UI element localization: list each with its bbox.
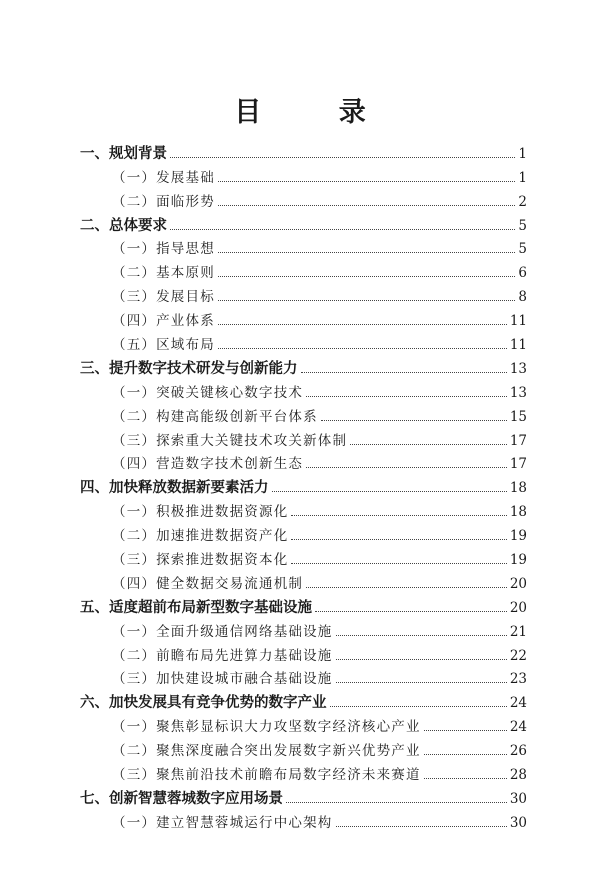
- toc-entry-label: （二）加速推进数据资产化: [112, 528, 289, 545]
- toc-section-entry[interactable]: [80, 329, 527, 353]
- toc-dot-leader: [424, 754, 507, 755]
- toc-page-number: 20: [509, 575, 527, 592]
- toc-section-entry[interactable]: [80, 425, 527, 449]
- toc-chapter-entry[interactable]: [80, 353, 527, 377]
- toc-entry-label: 六、加快发展具有竞争优势的数字产业: [80, 695, 327, 712]
- toc-entry-label: （二）基本原则: [112, 265, 215, 282]
- toc-entry-label: （二）前瞻布局先进算力基础设施: [112, 647, 333, 664]
- toc-dot-leader: [424, 730, 507, 731]
- toc-page-number: 26: [509, 743, 527, 760]
- toc-dot-leader: [336, 826, 507, 827]
- toc-dot-leader: [350, 444, 507, 445]
- toc-dot-leader: [336, 635, 507, 636]
- toc-dot-leader: [218, 181, 516, 182]
- toc-chapter-entry[interactable]: [80, 783, 527, 807]
- toc-section-entry[interactable]: [80, 735, 527, 759]
- toc-dot-leader: [424, 778, 507, 779]
- toc-page-number: 24: [509, 695, 527, 712]
- toc-chapter-entry[interactable]: [80, 138, 527, 162]
- toc-section-entry[interactable]: [80, 401, 527, 425]
- toc-section-entry[interactable]: [80, 234, 527, 258]
- toc-chapter-entry[interactable]: [80, 592, 527, 616]
- toc-chapter-entry[interactable]: [80, 472, 527, 496]
- toc-entry-label: （二）构建高能级创新平台体系: [112, 408, 318, 425]
- toc-dot-leader: [218, 348, 507, 349]
- toc-entry-label: 一、规划背景: [80, 145, 167, 162]
- toc-dot-leader: [306, 587, 507, 588]
- toc-section-entry[interactable]: [80, 186, 527, 210]
- toc-page-number: 8: [518, 289, 527, 306]
- toc-entry-label: 三、提升数字技术研发与创新能力: [80, 360, 298, 377]
- toc-entry-label: （四）健全数据交易流通机制: [112, 575, 304, 592]
- toc-section-entry[interactable]: [80, 759, 527, 783]
- toc-page-number: 1: [518, 145, 527, 162]
- toc-section-entry[interactable]: [80, 544, 527, 568]
- toc-dot-leader: [306, 396, 507, 397]
- toc-dot-leader: [218, 300, 516, 301]
- toc-dot-leader: [170, 157, 515, 158]
- toc-page-number: 17: [509, 432, 527, 449]
- toc-entry-label: （三）探索推进数据资本化: [112, 552, 289, 569]
- toc-dot-leader: [218, 205, 516, 206]
- toc-entry-label: （一）突破关键核心数字技术: [112, 384, 304, 401]
- toc-dot-leader: [330, 706, 507, 707]
- toc-entry-label: 四、加快释放数据新要素活力: [80, 480, 269, 497]
- toc-section-entry[interactable]: [80, 711, 527, 735]
- toc-page-number: 11: [509, 337, 527, 354]
- toc-section-entry[interactable]: [80, 162, 527, 186]
- toc-entry-label: （四）营造数字技术创新生态: [112, 456, 304, 473]
- toc-page-number: 5: [518, 217, 527, 234]
- toc-page-number: 21: [509, 623, 527, 640]
- toc-page-number: 20: [509, 599, 527, 616]
- toc-page-number: 22: [509, 647, 527, 664]
- toc-dot-leader: [218, 276, 516, 277]
- toc-dot-leader: [218, 324, 507, 325]
- toc-section-entry[interactable]: [80, 664, 527, 688]
- toc-page-number: 18: [509, 504, 527, 521]
- toc-entry-label: （三）探索重大关键技术攻关新体制: [112, 432, 348, 449]
- toc-entry-label: （一）建立智慧蓉城运行中心架构: [112, 814, 333, 831]
- toc-section-entry[interactable]: [80, 281, 527, 305]
- toc-entry-label: 七、创新智慧蓉城数字应用场景: [80, 790, 283, 807]
- toc-section-entry[interactable]: [80, 807, 527, 831]
- toc-page-number: 18: [509, 480, 527, 497]
- toc-page-number: 5: [518, 241, 527, 258]
- toc-page-number: 11: [509, 313, 527, 330]
- toc-section-entry[interactable]: [80, 496, 527, 520]
- toc-page-number: 19: [509, 552, 527, 569]
- table-of-contents: [80, 138, 527, 831]
- toc-chapter-entry[interactable]: [80, 687, 527, 711]
- toc-dot-leader: [301, 372, 507, 373]
- toc-entry-label: 五、适度超前布局新型数字基础设施: [80, 599, 312, 616]
- toc-page-number: 17: [509, 456, 527, 473]
- toc-dot-leader: [291, 563, 506, 564]
- toc-dot-leader: [291, 539, 506, 540]
- toc-page-number: 23: [509, 671, 527, 688]
- toc-dot-leader: [272, 491, 507, 492]
- toc-dot-leader: [306, 467, 507, 468]
- toc-dot-leader: [321, 420, 507, 421]
- toc-section-entry[interactable]: [80, 449, 527, 473]
- toc-chapter-entry[interactable]: [80, 210, 527, 234]
- toc-entry-label: （四）产业体系: [112, 313, 215, 330]
- toc-page-number: 6: [518, 265, 527, 282]
- toc-page-number: 1: [518, 169, 527, 186]
- toc-entry-label: 二、总体要求: [80, 217, 167, 234]
- toc-section-entry[interactable]: [80, 257, 527, 281]
- toc-section-entry[interactable]: [80, 520, 527, 544]
- toc-entry-label: （三）发展目标: [112, 289, 215, 306]
- toc-entry-label: （五）区域布局: [112, 337, 215, 354]
- toc-entry-label: （一）全面升级通信网络基础设施: [112, 623, 333, 640]
- toc-page-number: 13: [509, 384, 527, 401]
- page-title: 目 录: [234, 97, 400, 129]
- toc-entry-label: （二）聚焦深度融合突出发展数字新兴优势产业: [112, 743, 421, 760]
- toc-entry-label: （二）面临形势: [112, 193, 215, 210]
- toc-dot-leader: [218, 252, 516, 253]
- toc-entry-label: （一）积极推进数据资源化: [112, 504, 289, 521]
- toc-page-number: 30: [509, 814, 527, 831]
- toc-dot-leader: [315, 611, 507, 612]
- toc-entry-label: （一）聚焦彰显标识大力攻坚数字经济核心产业: [112, 719, 421, 736]
- toc-section-entry[interactable]: [80, 568, 527, 592]
- toc-entry-label: （一）指导思想: [112, 241, 215, 258]
- toc-page-number: 30: [509, 790, 527, 807]
- toc-dot-leader: [170, 229, 515, 230]
- toc-page-number: 24: [509, 719, 527, 736]
- toc-dot-leader: [286, 802, 507, 803]
- toc-page-number: 2: [518, 193, 527, 210]
- toc-entry-label: （三）加快建设城市融合基础设施: [112, 671, 333, 688]
- toc-section-entry[interactable]: [80, 640, 527, 664]
- toc-dot-leader: [336, 682, 507, 683]
- toc-entry-label: （一）发展基础: [112, 169, 215, 186]
- toc-entry-label: （三）聚焦前沿技术前瞻布局数字经济未来赛道: [112, 767, 421, 784]
- toc-section-entry[interactable]: [80, 377, 527, 401]
- toc-dot-leader: [291, 515, 506, 516]
- toc-page-number: 19: [509, 528, 527, 545]
- toc-dot-leader: [336, 659, 507, 660]
- toc-section-entry[interactable]: [80, 305, 527, 329]
- toc-page-number: 13: [509, 360, 527, 377]
- toc-section-entry[interactable]: [80, 616, 527, 640]
- toc-page-number: 15: [509, 408, 527, 425]
- toc-page-number: 28: [509, 767, 527, 784]
